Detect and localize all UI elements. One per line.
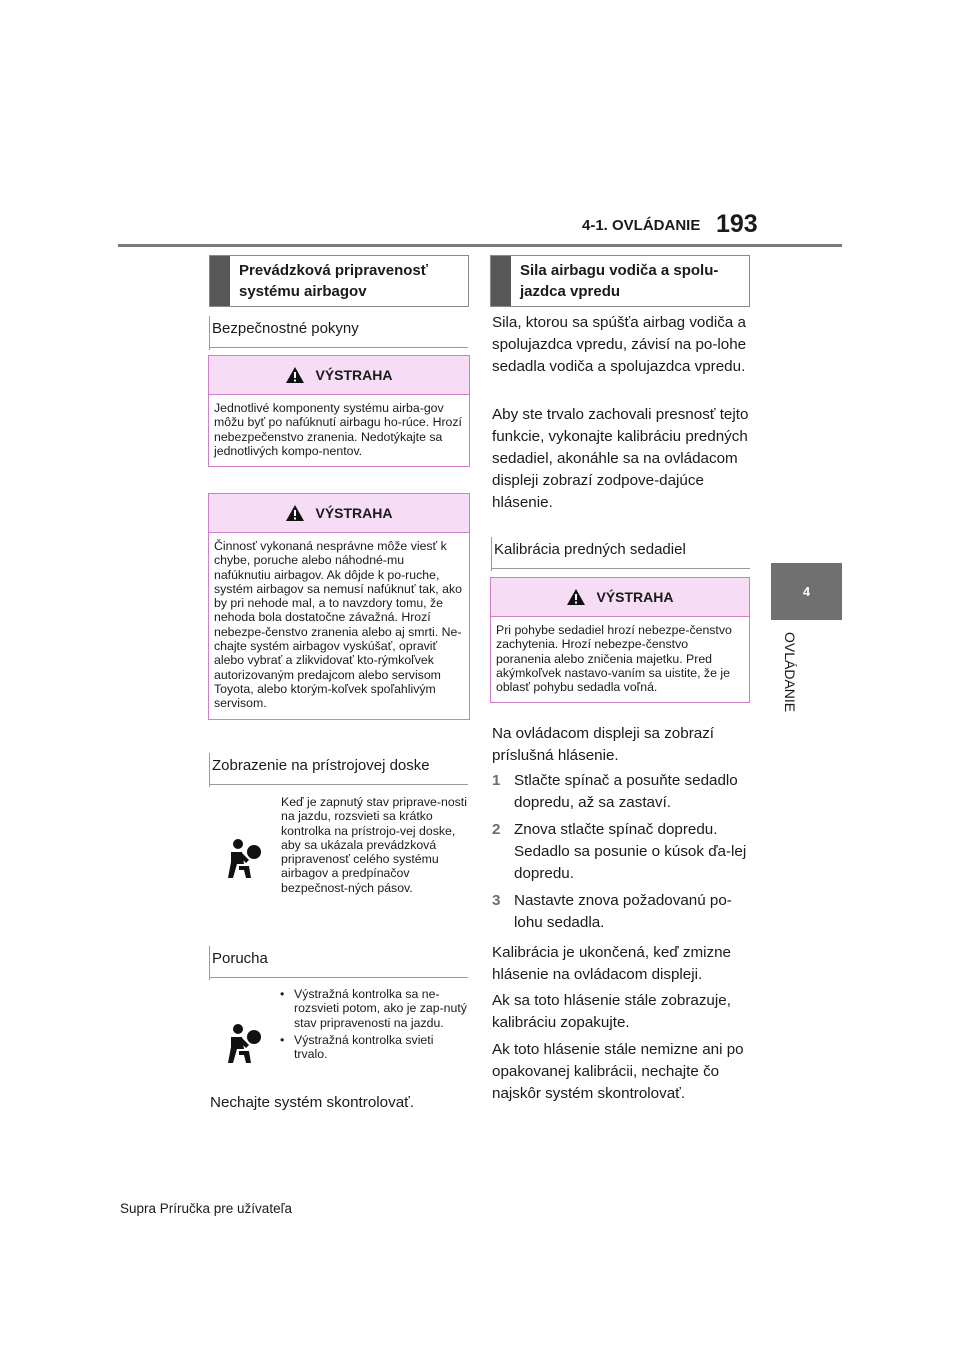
warning-triangle-icon <box>566 588 586 606</box>
footer-text: Supra Príručka pre užívateľa <box>120 1201 293 1216</box>
step-list <box>492 770 750 934</box>
warning-title: VÝSTRAHA <box>596 589 674 605</box>
chapter-label <box>780 632 800 732</box>
chapter-label-text: OVLÁDANIE <box>782 632 798 713</box>
header-rule <box>118 244 842 247</box>
subheading-text: Zobrazenie na prístrojovej doske <box>212 757 430 774</box>
list-item: • Výstražná kontrolka svieti trvalo. <box>280 1033 468 1062</box>
paragraph: Na ovládacom displeji sa zobrazí príslušná hlásenie. <box>492 725 715 764</box>
step-item <box>492 770 750 814</box>
step-number: 1 <box>492 772 501 789</box>
section-heading-airbag-readiness <box>209 255 469 307</box>
warning-triangle-icon <box>285 366 305 384</box>
section-title: 4-1. OVLÁDANIE <box>582 217 701 234</box>
chapter-tab: 4 <box>771 563 842 620</box>
warning-box-1 <box>208 355 470 467</box>
subheading-text: Kalibrácia predných sedadiel <box>494 541 686 558</box>
step-item <box>492 819 750 885</box>
warning-box-3 <box>490 577 750 703</box>
section-heading-text: Sila airbagu vodiča a spolu-jazdca vpredu <box>520 262 719 300</box>
subheading-text: Bezpečnostné pokyny <box>212 320 359 337</box>
subheading-fault <box>209 950 468 978</box>
paragraph: Ak sa toto hlásenie stále zobrazuje, kalibráciu zopakujte. <box>492 992 731 1031</box>
subheading-instrument-display <box>209 757 468 785</box>
paragraph: Ak toto hlásenie stále nemizne ani po opakovanej kalibrácii, nechajte čo najskôr systém skontrolovať. <box>492 1041 744 1102</box>
paragraph: Aby ste trvalo zachovali presnosť tejto funkcie, vykonajte kalibráciu predných sedadiel, akonáhle sa na ovládacom displeji zobrazí zodpove-dajúce hlásenie. <box>492 406 749 511</box>
section-heading-airbag-force <box>490 255 750 307</box>
warning-text: Jednotlivé komponenty systému airba-gov môžu byť po nafúknutí airbagu ho-rúce. Hrozí nebezpečenstvo zranenia. Nedotýkajte sa jednotlivých kompo-nentov. <box>214 401 462 458</box>
step-text: Znova stlačte spínač dopredu. Sedadlo sa posunie o kúsok ďa-lej dopredu. <box>514 821 747 882</box>
warning-text: Činnosť vykonaná nesprávne môže viesť k chybe, poruche alebo náhodné-mu nafúknutiu airbagov. Ak dôjde k po-ruche, systém airbagov sa nemusí nafúknuť tak, ako by pri nehode mal, a to navzdory tomu, že nehoda bola dostatočne závažná. Hrozí nebezpe-čenstvo zranenia alebo aj smrti. Ne-chajte systém airbagov vyskúšať, opraviť alebo vybrať a zlikvidovať kto-rýmkoľvek autorizovaným predajcom alebo servisom Toyota, alebo ktorým-koľvek spoľahlivým servisom. <box>214 539 462 711</box>
step-item <box>492 890 750 934</box>
paragraph: Sila, ktorou sa spúšťa airbag vodiča a spolujazdca vpredu, závisí na po-lohe sedadla vodiča a spolujazdca vpredu. <box>492 314 747 375</box>
airbag-indicator-icon <box>225 1023 263 1065</box>
list-item: • Výstražná kontrolka sa ne-rozsvieti potom, ako je zap-nutý stav pripravenosti na jazdu. <box>280 987 468 1030</box>
fault-bullet-list <box>280 987 468 1061</box>
subheading-text: Porucha <box>212 950 268 967</box>
step-number: 3 <box>492 892 501 909</box>
step-number: 2 <box>492 821 501 838</box>
warning-box-2 <box>208 493 470 720</box>
page-number: 193 <box>716 210 758 238</box>
warning-title: VÝSTRAHA <box>315 505 393 521</box>
closing-text: Nechajte systém skontrolovať. <box>210 1094 415 1111</box>
warning-triangle-icon <box>285 504 305 522</box>
indicator-description: Keď je zapnutý stav priprave-nosti na jazdu, rozsvieti sa krátko kontrolka na prístrojo-vej doske, aby sa ukázala prevádzková pripravenosť celého systému airbagov a predpínačov bezpečnost-ných pásov. <box>281 795 467 895</box>
subheading-safety-notes <box>209 320 468 348</box>
step-text: Stlačte spínač a posuňte sedadlo dopredu, až sa zastaví. <box>514 772 738 811</box>
step-text: Nastavte znova požadovanú po-lohu sedadla. <box>514 892 732 931</box>
section-heading-text: Prevádzková pripravenosť systému airbagov <box>239 262 428 300</box>
warning-title: VÝSTRAHA <box>315 367 393 383</box>
airbag-indicator-icon <box>225 838 263 880</box>
paragraph: Kalibrácia je ukončená, keď zmizne hlásenie na ovládacom displeji. <box>492 944 731 983</box>
subheading-seat-calibration <box>491 541 750 569</box>
warning-text: Pri pohybe sedadiel hrozí nebezpe-čenstvo zachytenia. Hrozí nebezpe-čenstvo poranenia alebo zničenia majetku. Pred akýmkoľvek nastavo-vaním sa uistite, že je oblasť pohybu sedadla voľná. <box>496 623 732 695</box>
